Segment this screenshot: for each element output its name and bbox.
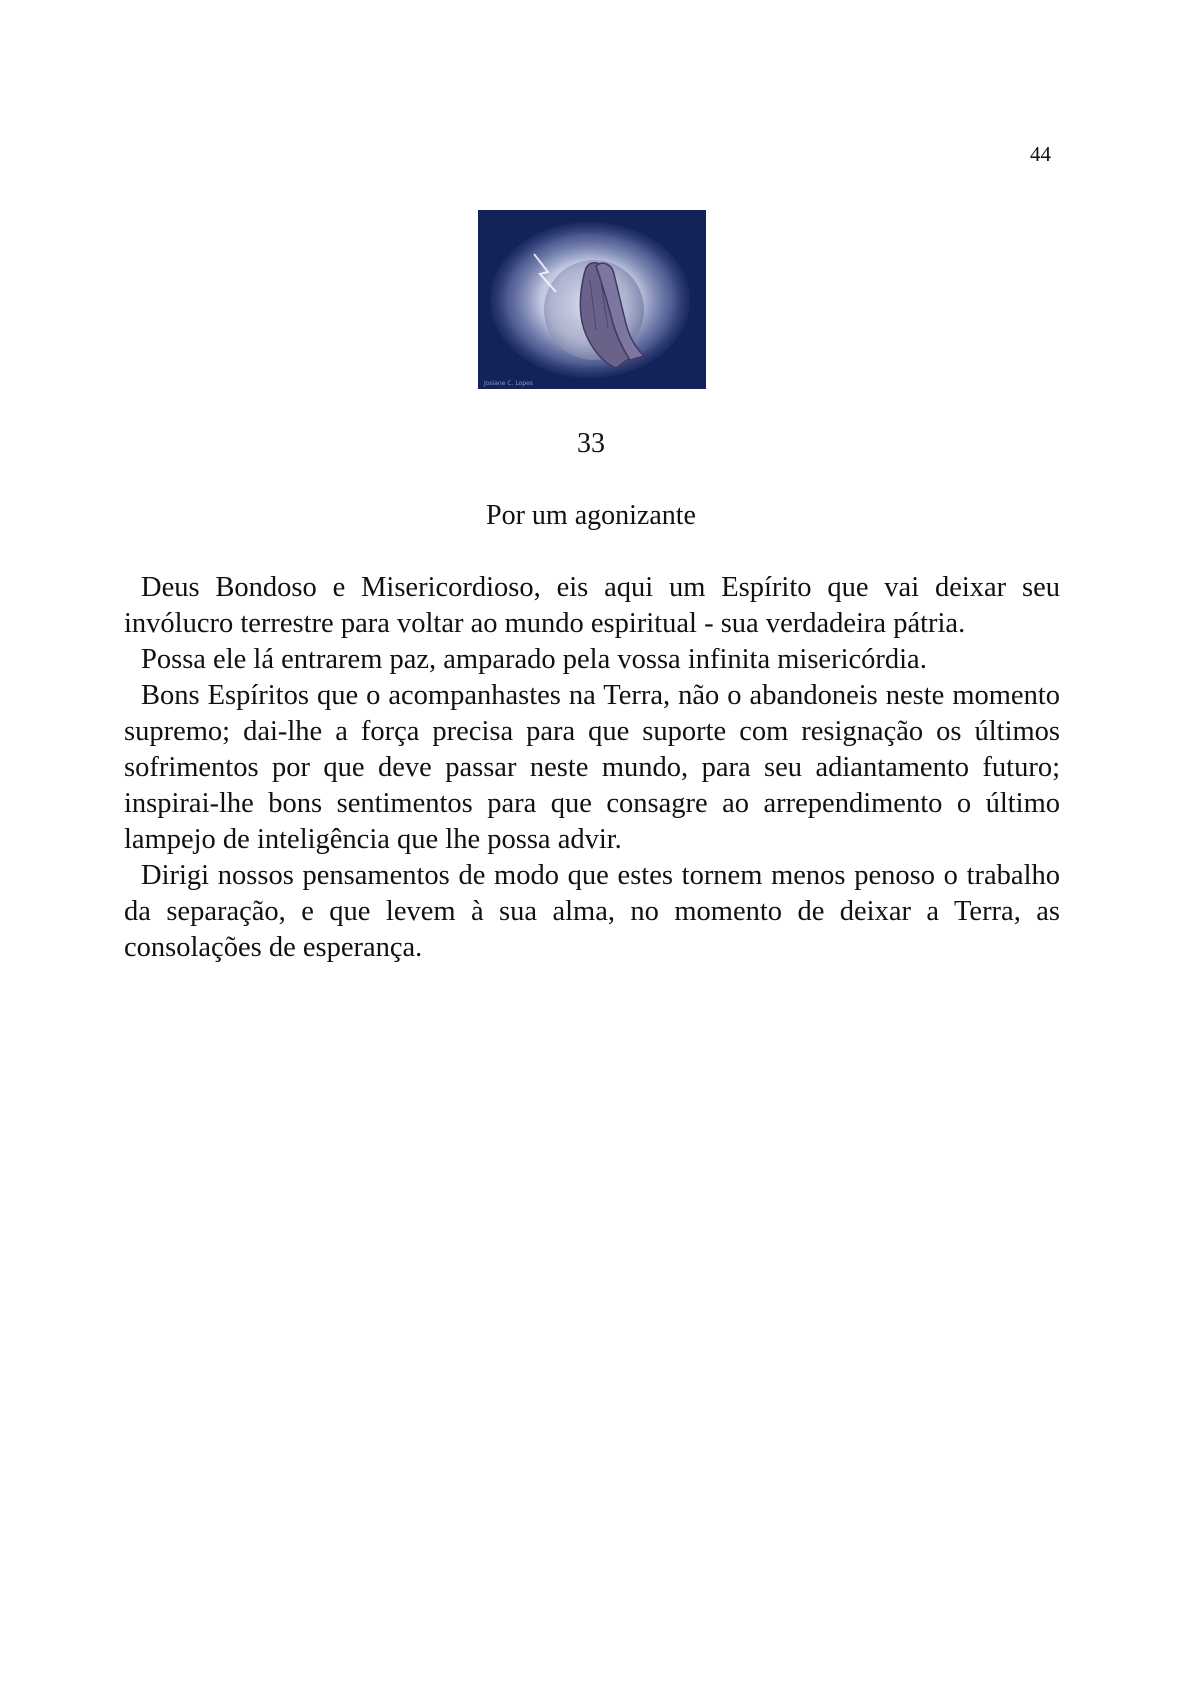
illustration-watermark: Josiane C. Lopes <box>484 380 533 387</box>
prayer-paragraph: Bons Espíritos que o acompanhastes na Terra, não o abandoneis neste momento supremo; dai-lhe a força precisa para que suporte com resignação os últimos sofrimentos por que deve passar neste mundo, para seu adiantamento futuro; inspirai-lhe bons sentimentos para que consagre ao arrependimento o último lampejo de inteligência que lhe possa advir. <box>124 680 1060 855</box>
prayer-number: 33 <box>577 428 605 459</box>
prayer-paragraph: Deus Bondoso e Misericordioso, eis aqui um Espírito que vai deixar seu invólucro terrestre para voltar ao mundo espiritual - sua verdadeira pátria. <box>124 572 1060 639</box>
prayer-body <box>124 570 1060 966</box>
page-number: 44 <box>1030 142 1051 166</box>
praying-hands-icon <box>478 210 706 389</box>
prayer-paragraph: Possa ele lá entrarem paz, amparado pela vossa infinita misericórdia. <box>141 644 927 675</box>
prayer-title: Por um agonizante <box>486 500 696 531</box>
prayer-illustration <box>478 210 706 389</box>
prayer-paragraph: Dirigi nossos pensamentos de modo que estes tornem menos penoso o trabalho da separação, e que levem à sua alma, no momento de deixar a Terra, as consolações de esperança. <box>124 860 1060 963</box>
